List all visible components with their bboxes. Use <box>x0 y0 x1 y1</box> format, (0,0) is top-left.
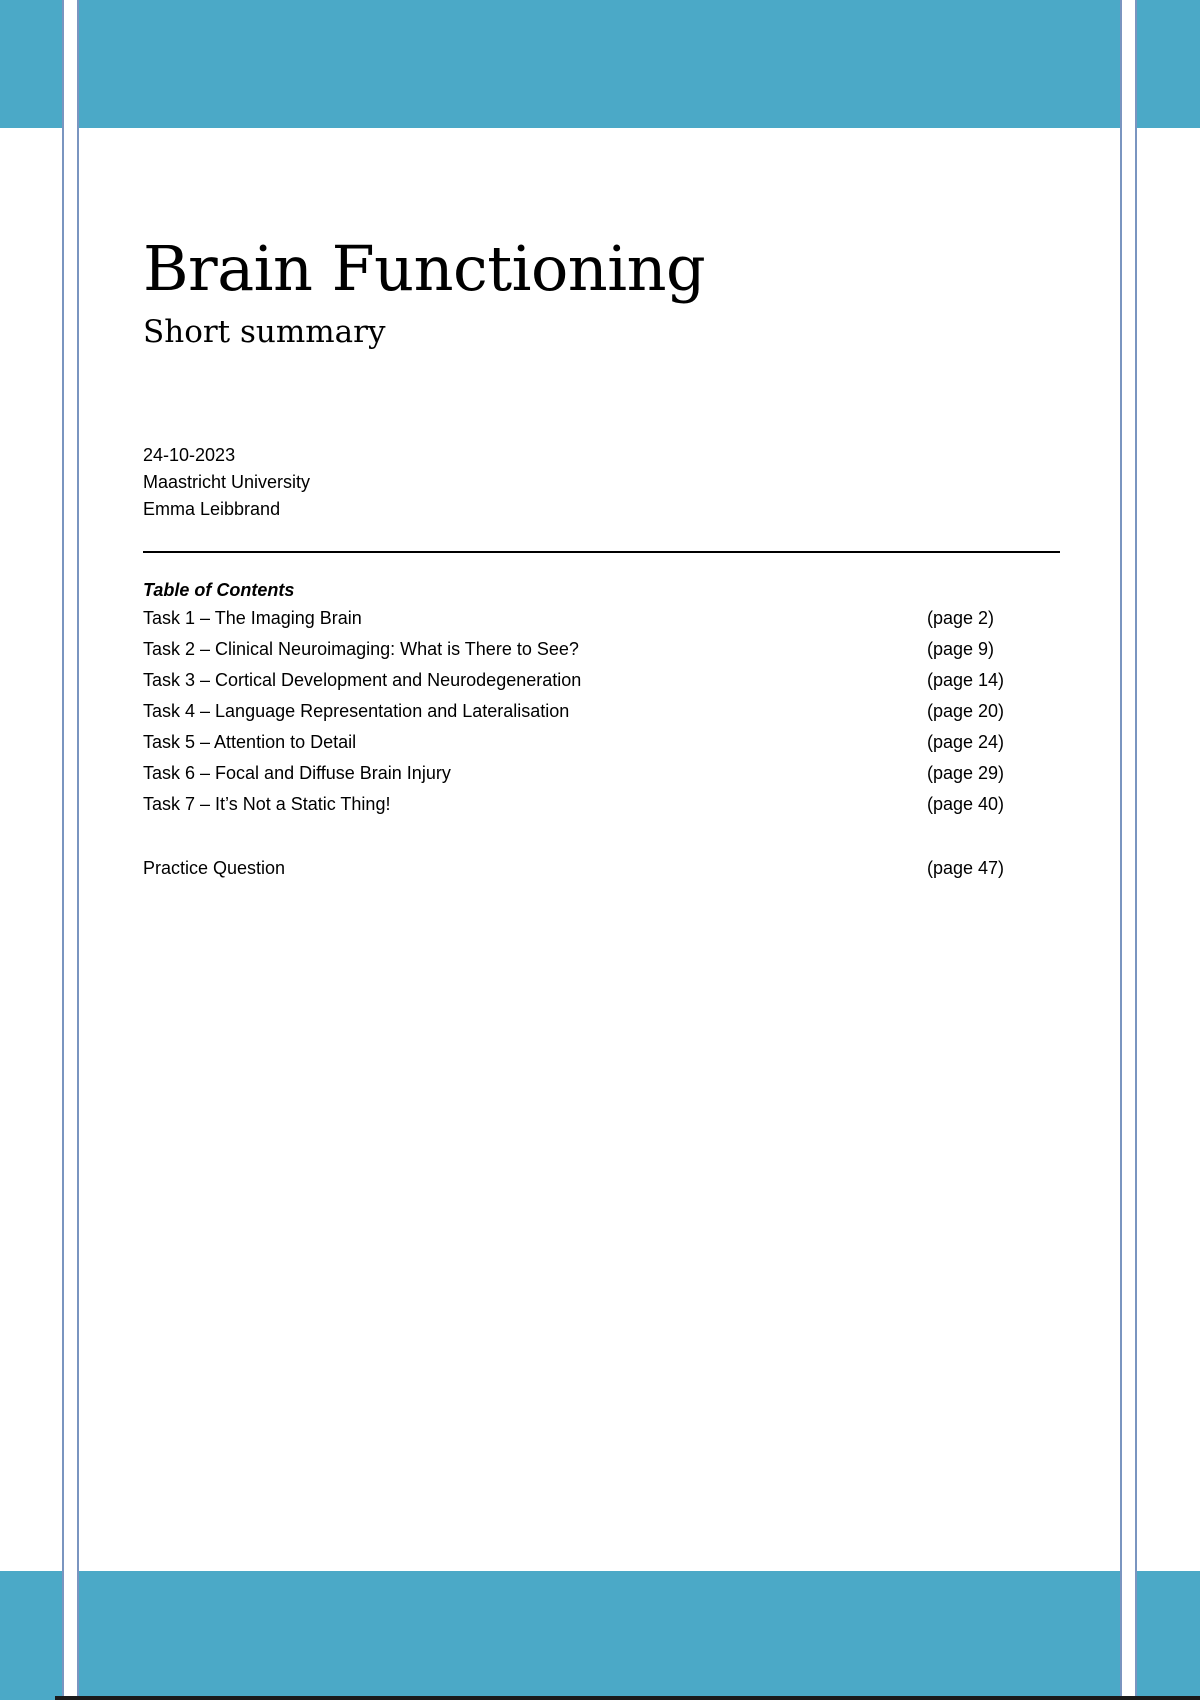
footer-band-right <box>1137 1571 1200 1700</box>
toc-practice-page: (page 47) <box>927 858 1005 878</box>
toc-item <box>143 732 1060 763</box>
toc-item <box>143 608 1060 639</box>
toc-item-page: (page 24) <box>927 732 1005 752</box>
footer-band-left <box>0 1571 62 1700</box>
document-date: 24-10-2023 <box>143 445 236 465</box>
toc-item-label: Task 5 – Attention to Detail <box>143 732 357 752</box>
document-author: Emma Leibbrand <box>143 499 281 519</box>
toc-item-page: (page 29) <box>927 763 1005 783</box>
header-band-left <box>0 0 62 128</box>
toc-item-label: Task 6 – Focal and Diffuse Brain Injury <box>143 763 451 783</box>
toc-item <box>143 763 1060 794</box>
header-band <box>78 0 1120 128</box>
page-border-left-outer <box>62 0 64 1700</box>
toc-item <box>143 794 1060 825</box>
toc-item <box>143 701 1060 732</box>
toc-practice-item <box>143 858 1060 889</box>
footer-band <box>78 1571 1120 1700</box>
toc-item <box>143 670 1060 701</box>
page-border-right-outer <box>1135 0 1137 1700</box>
toc-item-page: (page 40) <box>927 794 1005 814</box>
toc-list <box>143 608 1060 825</box>
document-institution: Maastricht University <box>143 472 311 492</box>
toc-item-page: (page 9) <box>927 639 995 659</box>
document-title: Brain Functioning <box>143 232 706 305</box>
divider-line <box>143 551 1060 553</box>
toc-item-page: (page 2) <box>927 608 995 628</box>
page-border-right-inner <box>1120 0 1122 1700</box>
toc-item-page: (page 20) <box>927 701 1005 721</box>
toc-item <box>143 639 1060 670</box>
toc-practice-label: Practice Question <box>143 858 286 878</box>
toc-item-label: Task 2 – Clinical Neuroimaging: What is There to See? <box>143 639 579 659</box>
document-meta <box>143 442 310 523</box>
toc-item-label: Task 7 – It’s Not a Static Thing! <box>143 794 391 814</box>
toc-heading: Table of Contents <box>143 580 295 600</box>
page-bottom-edge <box>55 1696 1200 1700</box>
toc-item-page: (page 14) <box>927 670 1005 690</box>
toc-item-label: Task 3 – Cortical Development and Neurodegeneration <box>143 670 582 690</box>
toc-item-label: Task 1 – The Imaging Brain <box>143 608 362 628</box>
page-border-left-inner <box>77 0 79 1700</box>
header-band-right <box>1137 0 1200 128</box>
document-subtitle: Short summary <box>143 314 386 350</box>
toc-item-label: Task 4 – Language Representation and Lateralisation <box>143 701 570 721</box>
